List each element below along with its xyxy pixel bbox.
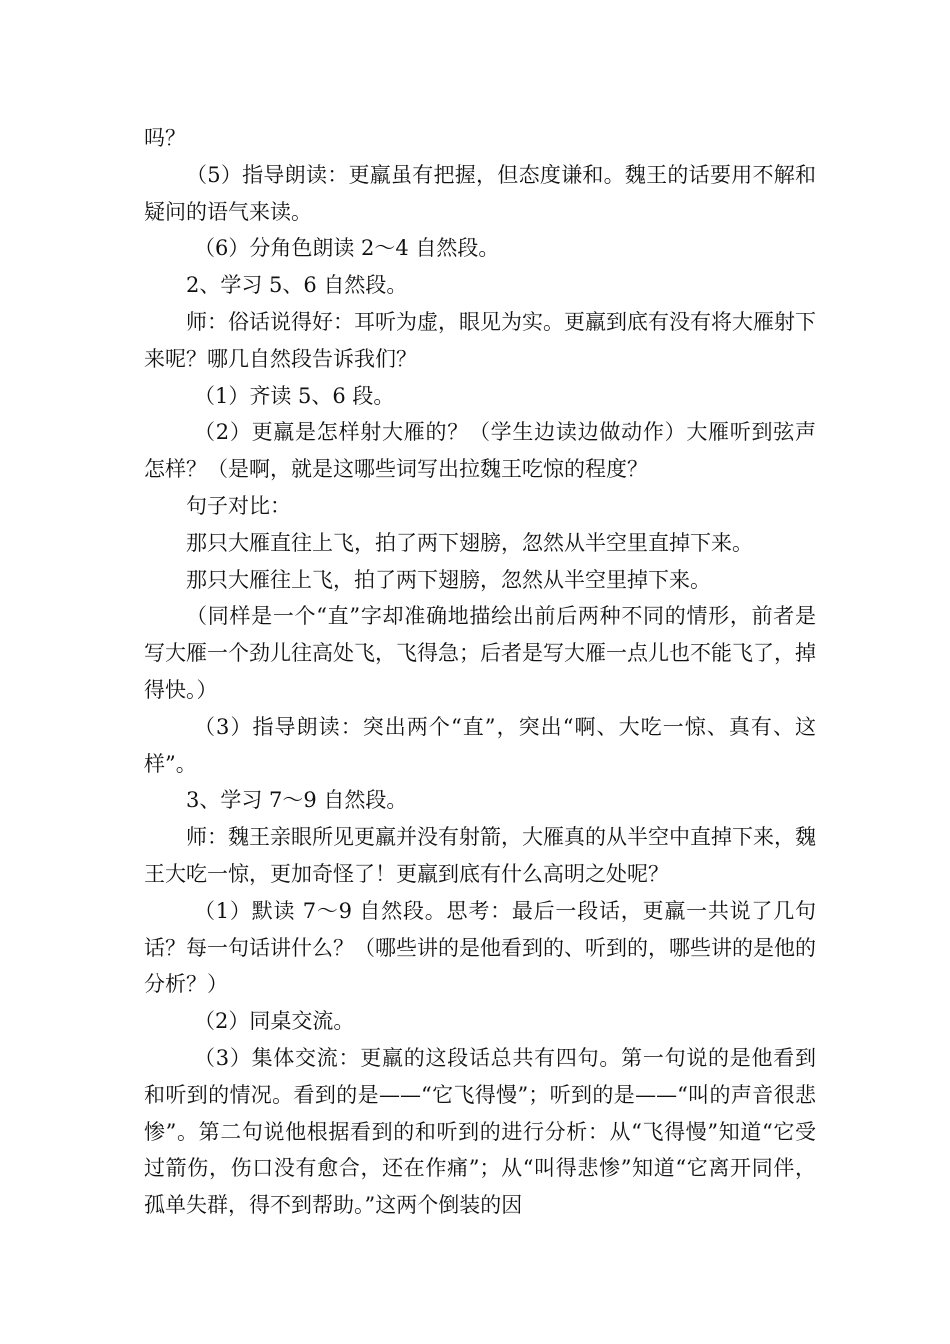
section-heading-3: 3、学习 7～9 自然段。 [186,788,408,813]
paragraph-step-6: （6）分角色朗读 2～4 自然段。 [194,236,500,261]
paragraph-step-3b: （3）集体交流：更羸的这段话总共有四句。第一句说的是他看到和听到的情况。看到的是——“它飞得慢”；听到的是——“叫的声音很悲惨”。第二句说他根据看到的和听到的进行分析：从“飞得慢”知道“它受过箭伤，伤口没有愈合，还在作痛”；从“叫得悲惨”知道“它离开同伴，孤单失群，得不到帮助。”这两个倒装的因 [144,1045,816,1218]
paragraph-step-2b: （2）同桌交流。 [194,1009,355,1034]
paragraph-step-1: （1）齐读 5、6 段。 [194,383,395,408]
paragraph-step-2: （2）更羸是怎样射大雁的？（学生边读边做动作）大雁听到弦声怎样？（是啊，就是这哪些词写出拉魏王吃惊的程度？ [144,420,816,482]
paragraph-step-5: （5）指导朗读：更羸虽有把握，但态度谦和。魏王的话要用不解和疑问的语气来读。 [144,162,816,224]
paragraph-step-3: （3）指导朗读：突出两个“直”，突出“啊、大吃一惊、真有、这样”。 [144,714,816,776]
section-heading-2: 2、学习 5、6 自然段。 [186,273,408,298]
paragraph-explanation: （同样是一个“直”字却准确地描绘出前后两种不同的情形，前者是写大雁一个劲儿往高处飞，飞得急；后者是写大雁一点儿也不能飞了，掉得快。） [144,604,816,702]
paragraph-continuation: 吗？ [144,126,186,150]
paragraph-sentence-a: 那只大雁直往上飞，拍了两下翅膀，忽然从半空里直掉下来。 [186,530,753,555]
paragraph-teacher-2: 师：魏王亲眼所见更羸并没有射箭，大雁真的从半空中直掉下来，魏王大吃一惊，更加奇怪了！更羸到底有什么高明之处呢？ [144,825,816,886]
paragraph-sentence-b: 那只大雁往上飞，拍了两下翅膀，忽然从半空里掉下来。 [186,567,711,592]
document-body [144,120,816,1224]
paragraph-sentence-compare: 句子对比： [186,493,291,518]
paragraph-step-1b: （1）默读 7～9 自然段。思考：最后一段话，更羸一共说了几句话？每一句话讲什么？（哪些讲的是他看到的、听到的，哪些讲的是他的分析？） [144,898,816,997]
paragraph-teacher-1: 师：俗话说得好：耳听为虚，眼见为实。更羸到底有没有将大雁射下来呢？哪几自然段告诉我们？ [144,309,816,371]
